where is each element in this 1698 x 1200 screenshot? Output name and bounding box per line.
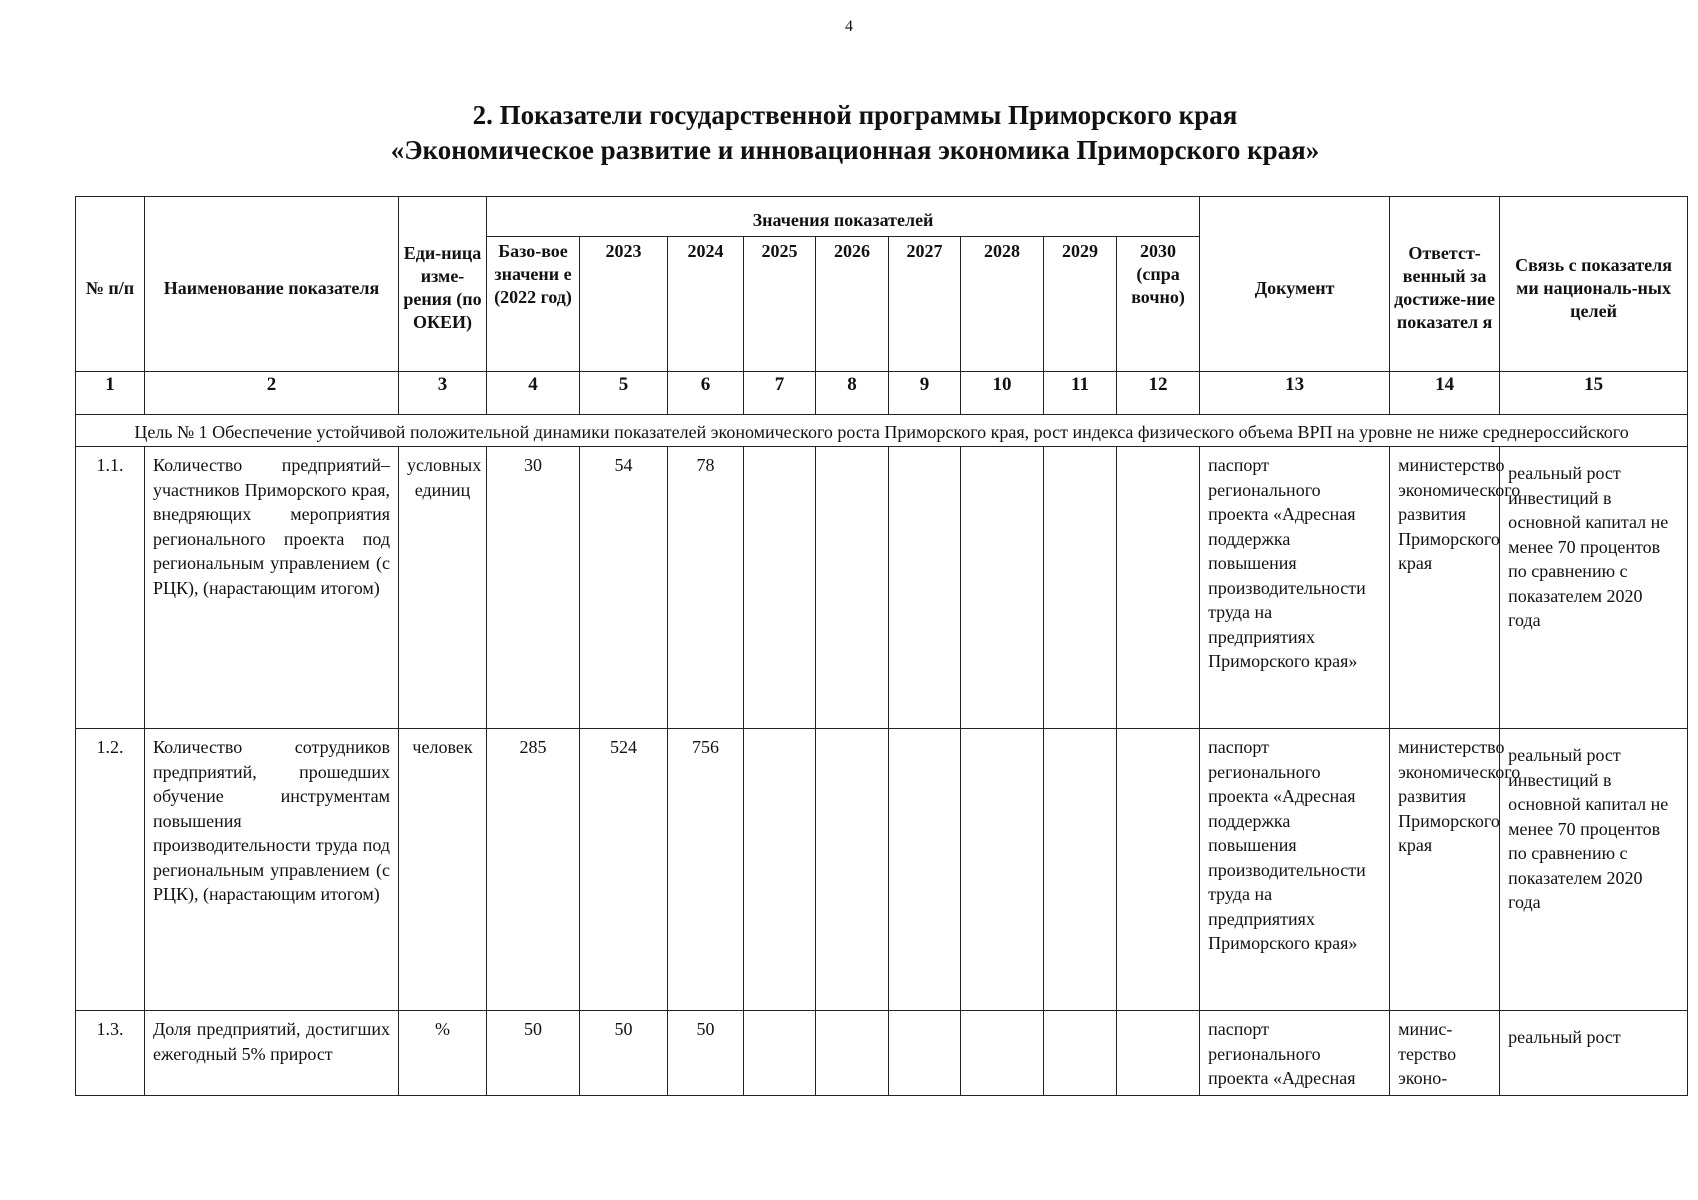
value-2026 <box>816 447 889 729</box>
title-line-2: «Экономическое развитие и инновационная экономика Приморского края» <box>390 135 1320 165</box>
row-number: 1.1. <box>76 447 145 729</box>
indicator-document <box>1200 1011 1390 1096</box>
header-num: № п/п <box>76 197 145 372</box>
indicator-name <box>145 1011 399 1096</box>
column-number: 14 <box>1390 372 1500 415</box>
header-unit: Еди-ница изме-рения (по ОКЕИ) <box>399 197 487 372</box>
column-number: 2 <box>145 372 399 415</box>
value-2024: 50 <box>668 1011 744 1096</box>
column-number: 10 <box>961 372 1044 415</box>
value-2026 <box>816 1011 889 1096</box>
goal-row <box>76 415 1688 447</box>
column-number: 11 <box>1044 372 1117 415</box>
indicators-table <box>75 196 1688 1096</box>
column-number: 1 <box>76 372 145 415</box>
value-2025 <box>744 447 816 729</box>
indicator-responsible: министерство экономического развития Приморского края <box>1390 447 1500 729</box>
title-line-1: 2. Показатели государственной программы Приморского края <box>472 100 1238 130</box>
header-year: 2029 <box>1044 237 1117 372</box>
value-2023: 50 <box>580 1011 668 1096</box>
value-2028 <box>961 447 1044 729</box>
row-number: 1.3. <box>76 1011 145 1096</box>
column-numbers-row <box>76 372 1688 415</box>
base-value: 30 <box>487 447 580 729</box>
indicator-responsible-text: минис-терство эконо- <box>1398 1019 1457 1088</box>
base-value: 285 <box>487 729 580 1011</box>
column-number: 5 <box>580 372 668 415</box>
value-2025 <box>744 1011 816 1096</box>
indicator-responsible <box>1390 1011 1500 1096</box>
table-row <box>76 729 1688 1011</box>
indicator-name-text: Доля предприятий, достигших ежегодный 5% прирост <box>153 1019 390 1064</box>
header-document: Документ <box>1200 197 1390 372</box>
column-number: 7 <box>744 372 816 415</box>
column-number: 13 <box>1200 372 1390 415</box>
value-2029 <box>1044 1011 1117 1096</box>
table-row <box>76 447 1688 729</box>
header-responsible: Ответст-венный за достиже-ние показател я <box>1390 197 1500 372</box>
base-value: 50 <box>487 1011 580 1096</box>
header-year: 2024 <box>668 237 744 372</box>
indicator-national-link: реальный рост инвестиций в основной капитал не менее 70 процентов по сравнению с показателем 2020 года <box>1500 447 1688 729</box>
indicator-national-link: реальный рост инвестиций в основной капитал не менее 70 процентов по сравнению с показателем 2020 года <box>1500 729 1688 1011</box>
indicator-document: паспорт регионального проекта «Адресная поддержка повышения производительности труда на предприятиях Приморского края» <box>1200 729 1390 1011</box>
header-row-top <box>76 197 1688 237</box>
value-2028 <box>961 1011 1044 1096</box>
column-number: 4 <box>487 372 580 415</box>
header-year: 2027 <box>889 237 961 372</box>
column-number: 12 <box>1117 372 1200 415</box>
header-base: Базо-вое значени е (2022 год) <box>487 237 580 372</box>
page-number: 4 <box>845 18 853 35</box>
value-2023: 54 <box>580 447 668 729</box>
indicator-national-link <box>1500 1011 1688 1096</box>
header-year: 2026 <box>816 237 889 372</box>
indicator-document-text: паспорт регионального проекта «Адресная <box>1208 1019 1356 1088</box>
value-2027 <box>889 1011 961 1096</box>
indicator-unit: условных единиц <box>399 447 487 729</box>
value-2024: 78 <box>668 447 744 729</box>
value-2026 <box>816 729 889 1011</box>
header-link: Связь с показателя ми националь-ных целей <box>1500 197 1688 372</box>
header-year: 2030 (спра вочно) <box>1117 237 1200 372</box>
page-title <box>160 98 1550 168</box>
indicator-national-link-text: реальный рост <box>1508 1027 1621 1047</box>
header-year: 2023 <box>580 237 668 372</box>
column-number: 9 <box>889 372 961 415</box>
row-number: 1.2. <box>76 729 145 1011</box>
value-2024: 756 <box>668 729 744 1011</box>
header-name: Наименование показателя <box>145 197 399 372</box>
header-year: 2025 <box>744 237 816 372</box>
column-number: 15 <box>1500 372 1688 415</box>
value-2029 <box>1044 729 1117 1011</box>
value-2030 <box>1117 447 1200 729</box>
header-values-group: Значения показателей <box>487 197 1200 237</box>
value-2030 <box>1117 729 1200 1011</box>
value-2027 <box>889 447 961 729</box>
indicator-name: Количество сотрудников предприятий, прошедших обучение инструментам повышения производительности труда под региональным управлением (с РЦК), (нарастающим итогом) <box>145 729 399 1011</box>
header-year: 2028 <box>961 237 1044 372</box>
value-2025 <box>744 729 816 1011</box>
value-2028 <box>961 729 1044 1011</box>
value-2029 <box>1044 447 1117 729</box>
column-number: 6 <box>668 372 744 415</box>
value-2023: 524 <box>580 729 668 1011</box>
table-row <box>76 1011 1688 1096</box>
indicator-responsible: министерство экономического развития Приморского края <box>1390 729 1500 1011</box>
indicator-unit: человек <box>399 729 487 1011</box>
column-number: 8 <box>816 372 889 415</box>
indicator-unit: % <box>399 1011 487 1096</box>
indicator-document: паспорт регионального проекта «Адресная поддержка повышения производительности труда на предприятиях Приморского края» <box>1200 447 1390 729</box>
goal-text: Цель № 1 Обеспечение устойчивой положительной динамики показателей экономического роста Приморского края, рост индекса физического объема ВРП на уровне не ниже среднероссийского <box>76 415 1688 447</box>
value-2030 <box>1117 1011 1200 1096</box>
indicator-name: Количество предприятий–участников Приморского края, внедряющих мероприятия регионального проекта под региональным управлением (с РЦК), (нарастающим итогом) <box>145 447 399 729</box>
column-number: 3 <box>399 372 487 415</box>
value-2027 <box>889 729 961 1011</box>
